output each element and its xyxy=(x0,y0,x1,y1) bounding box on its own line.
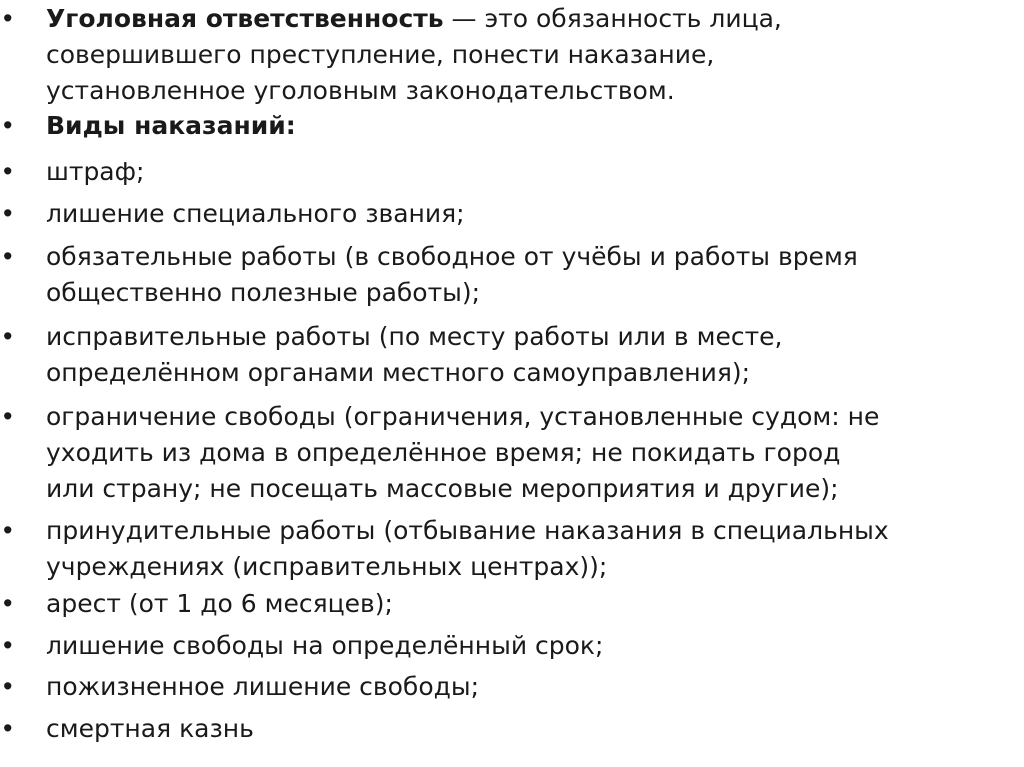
bullet-dot-icon: • xyxy=(3,588,13,618)
line-text: арест (от 1 до 6 месяцев); xyxy=(46,589,393,618)
line-text: исправительные работы (по месту работы или в месте, xyxy=(46,322,783,351)
bullet-text xyxy=(46,154,1011,190)
bullet-text xyxy=(46,239,1011,311)
line-text: обязательные работы (в свободное от учёбы и работы время xyxy=(46,242,858,271)
bullet-text-line xyxy=(46,399,1011,435)
bullet-text xyxy=(46,586,1011,622)
line-text: — это обязанность лица, xyxy=(443,4,782,33)
bullet-text-line xyxy=(46,355,1011,391)
bullet-text xyxy=(46,1,1011,109)
line-text: смертная казнь xyxy=(46,714,254,743)
bullet-text xyxy=(46,399,1011,507)
bullet-text-line xyxy=(46,37,1011,73)
bullet-text-line xyxy=(46,275,1011,311)
bullet-dot-icon: • xyxy=(3,401,13,431)
bullet-text-line xyxy=(46,435,1011,471)
line-text: или страну; не посещать массовые мероприятия и другие); xyxy=(46,474,839,503)
bullet-dot-icon: • xyxy=(3,630,13,660)
line-text: учреждениях (исправительных центрах)); xyxy=(46,552,608,581)
line-text: лишение свободы на определённый срок; xyxy=(46,631,604,660)
bullet-dot-icon: • xyxy=(3,515,13,545)
line-text: пожизненное лишение свободы; xyxy=(46,672,480,701)
bullet-dot-icon: • xyxy=(3,241,13,271)
bold-term: Уголовная ответственность xyxy=(46,4,444,33)
bullet-dot-icon: • xyxy=(3,671,13,701)
bullet-text-line xyxy=(46,319,1011,355)
bullet-text-line xyxy=(46,628,1011,664)
bullet-text-line xyxy=(46,108,1011,144)
line-text: общественно полезные работы); xyxy=(46,278,481,307)
line-text: совершившего преступление, понести наказание, xyxy=(46,40,715,69)
bullet-text xyxy=(46,513,1011,585)
bullet-text-line xyxy=(46,73,1011,109)
bullet-text-line xyxy=(46,239,1011,275)
bullet-text xyxy=(46,628,1011,664)
line-text: уходить из дома в определённое время; не покидать город xyxy=(46,438,841,467)
bullet-dot-icon: • xyxy=(3,156,13,186)
bullet-dot-icon: • xyxy=(3,110,13,140)
bullet-text-line xyxy=(46,1,1011,37)
bullet-text-line xyxy=(46,196,1011,232)
bullet-text-line xyxy=(46,549,1011,585)
line-text: ограничение свободы (ограничения, установленные судом: не xyxy=(46,402,880,431)
bullet-text xyxy=(46,108,1011,144)
bullet-text-line xyxy=(46,471,1011,507)
bullet-text-line xyxy=(46,513,1011,549)
line-text: установленное уголовным законодательством. xyxy=(46,76,675,105)
bullet-text xyxy=(46,711,1011,747)
bullet-dot-icon: • xyxy=(3,713,13,743)
bullet-dot-icon: • xyxy=(3,3,13,33)
line-text: определённом органами местного самоуправления); xyxy=(46,358,751,387)
bullet-text-line xyxy=(46,586,1011,622)
line-text: лишение специального звания; xyxy=(46,199,465,228)
bullet-text-line xyxy=(46,711,1011,747)
bullet-dot-icon: • xyxy=(3,198,13,228)
bold-term: Виды наказаний: xyxy=(46,111,296,140)
bullet-text xyxy=(46,196,1011,232)
bullet-text-line xyxy=(46,669,1011,705)
bullet-text xyxy=(46,669,1011,705)
bullet-dot-icon: • xyxy=(3,321,13,351)
bullet-text-line xyxy=(46,154,1011,190)
bullet-text xyxy=(46,319,1011,391)
line-text: штраф; xyxy=(46,157,145,186)
line-text: принудительные работы (отбывание наказания в специальных xyxy=(46,516,889,545)
